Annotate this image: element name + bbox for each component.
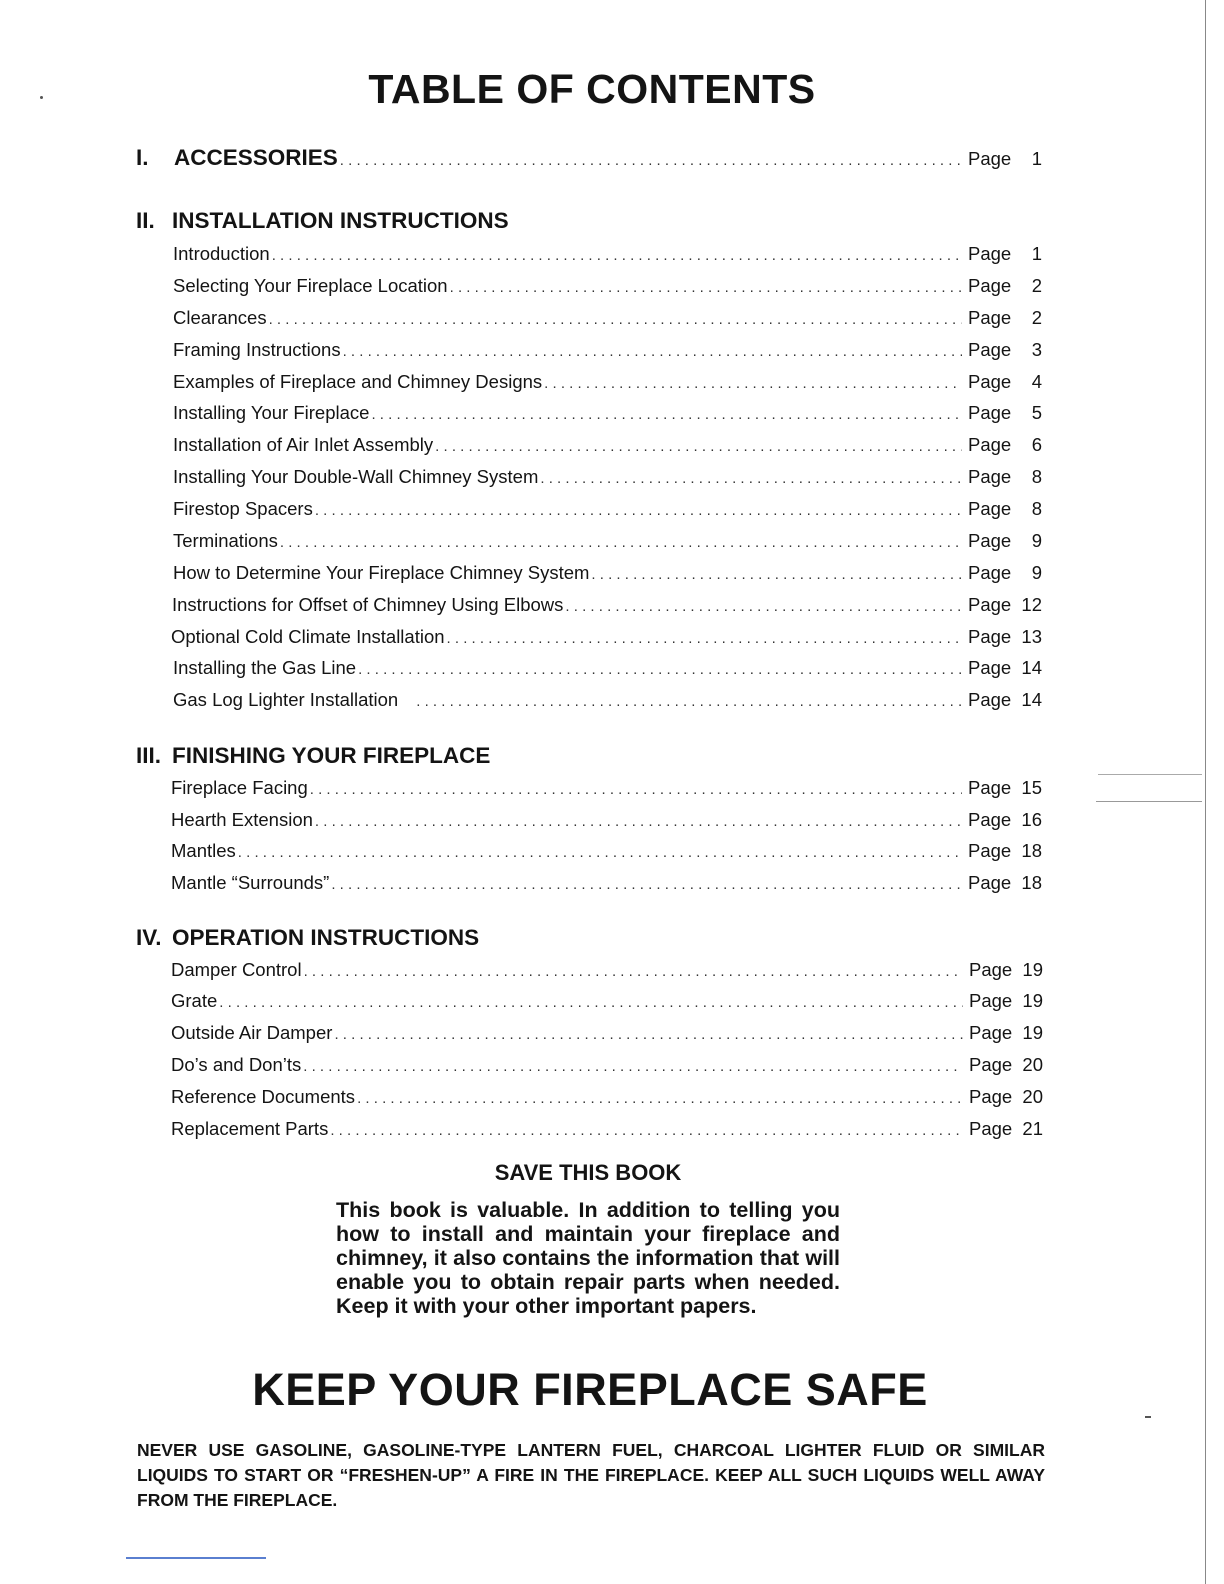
- page-number: 21: [1022, 1118, 1043, 1139]
- entry-label: Do’s and Don’ts: [171, 1054, 302, 1075]
- page-number: 9: [1031, 530, 1042, 551]
- entry-label: Installation of Air Inlet Assembly: [173, 434, 434, 455]
- dot-leader: [591, 566, 962, 583]
- page-number: 18: [1021, 872, 1042, 893]
- dot-leader: [540, 470, 962, 487]
- section-number: III.: [136, 743, 162, 768]
- page-label: Page: [969, 959, 1013, 980]
- dot-leader: [304, 963, 963, 980]
- section-heading-finishing: [136, 743, 490, 769]
- dot-leader: [371, 406, 962, 423]
- toc-row: [171, 809, 1042, 833]
- dot-leader: [450, 279, 962, 296]
- toc-row: [173, 434, 1042, 458]
- page-label: Page: [969, 1054, 1013, 1075]
- page-label: Page: [969, 1118, 1013, 1139]
- page-label: Page: [968, 777, 1012, 798]
- section-title: FINISHING YOUR FIREPLACE: [172, 743, 491, 768]
- toc-row: [171, 1054, 1043, 1078]
- toc-row: [171, 840, 1042, 864]
- toc-row: [171, 990, 1043, 1014]
- toc-row: [171, 626, 1042, 650]
- page-label: Page: [968, 307, 1012, 328]
- page-label: Page: [969, 990, 1013, 1011]
- page-label: Page: [968, 872, 1012, 893]
- page-label: Page: [968, 689, 1012, 710]
- bottom-rule: [126, 1557, 266, 1559]
- page-number: 14: [1021, 689, 1042, 710]
- toc-row: [173, 562, 1042, 586]
- entry-label: Instructions for Offset of Chimney Using Elbows: [172, 594, 564, 615]
- section-title: OPERATION INSTRUCTIONS: [172, 925, 480, 950]
- page-number: 5: [1031, 402, 1042, 423]
- entry-label: Selecting Your Fireplace Location: [173, 275, 448, 296]
- toc-row: [173, 402, 1042, 426]
- entry-label: Outside Air Damper: [171, 1022, 333, 1043]
- page-number: 16: [1021, 809, 1042, 830]
- section-heading-installation: [136, 208, 509, 234]
- section-number: I.: [136, 145, 149, 170]
- safety-warning: NEVER USE GASOLINE, GASOLINE-TYPE LANTERN FUEL, CHARCOAL LIGHTER FLUID OR SIMILAR LIQUIDS TO START OR “FRESHEN-UP” A FIRE IN THE FIREPLACE. KEEP ALL SUCH LIQUIDS WELL AWAY FROM THE FIREPLACE.: [137, 1440, 1045, 1510]
- entry-label: Terminations: [173, 530, 278, 551]
- toc-row: [173, 307, 1042, 331]
- page-number: 8: [1031, 466, 1042, 487]
- margin-mark: [1098, 774, 1202, 775]
- dot-leader: [357, 1090, 963, 1107]
- entry-label: Installing Your Double-Wall Chimney System: [173, 466, 539, 487]
- section-title: ACCESSORIES: [174, 145, 338, 170]
- page-label: Page: [968, 466, 1012, 487]
- dot-leader: [315, 813, 962, 830]
- toc-row: [171, 1022, 1043, 1046]
- page-number: 20: [1022, 1086, 1043, 1107]
- page-label: Page: [968, 657, 1012, 678]
- dot-leader: [343, 343, 962, 360]
- page-number: 4: [1031, 371, 1042, 392]
- safety-heading: KEEP YOUR FIREPLACE SAFE: [252, 1364, 928, 1415]
- page-number: 1: [1031, 243, 1042, 264]
- toc-row: [173, 466, 1042, 490]
- entry-label: Gas Log Lighter Installation: [173, 689, 399, 710]
- page-label: Page: [969, 1086, 1013, 1107]
- dot-leader: [315, 502, 962, 519]
- entry-label: Installing the Gas Line: [173, 657, 357, 678]
- entry-label: Damper Control: [171, 959, 302, 980]
- toc-row: [173, 689, 1042, 713]
- toc-row: [173, 275, 1042, 299]
- toc-row: [171, 1086, 1043, 1110]
- page-label: Page: [968, 339, 1012, 360]
- dot-leader: [303, 1058, 963, 1075]
- page-label: Page: [969, 1022, 1013, 1043]
- page-number: 14: [1021, 657, 1042, 678]
- toc-row: [171, 872, 1042, 896]
- entry-label: How to Determine Your Fireplace Chimney System: [173, 562, 590, 583]
- page-number: 15: [1021, 777, 1042, 798]
- page-number: 2: [1031, 275, 1042, 296]
- entry-label: Framing Instructions: [173, 339, 341, 360]
- page-number: 8: [1031, 498, 1042, 519]
- dot-leader: [269, 311, 962, 328]
- entry-label: Hearth Extension: [171, 809, 313, 830]
- page-label: Page: [968, 626, 1012, 647]
- dot-leader: [280, 534, 962, 551]
- page-number: 13: [1021, 626, 1042, 647]
- toc-row: [173, 339, 1042, 363]
- page-label: Page: [968, 809, 1012, 830]
- dot-leader: [334, 1026, 963, 1043]
- page-label: Page: [968, 594, 1012, 615]
- entry-label: Clearances: [173, 307, 267, 328]
- page-label: Page: [968, 371, 1012, 392]
- section-title: INSTALLATION INSTRUCTIONS: [172, 208, 509, 233]
- page-label: Page: [968, 243, 1012, 264]
- dot-leader: [358, 661, 962, 678]
- scan-speck: [1145, 1416, 1151, 1418]
- page-number: 6: [1031, 434, 1042, 455]
- page-label: Page: [968, 402, 1012, 423]
- page-number: 12: [1021, 594, 1042, 615]
- toc-row: [171, 1118, 1043, 1142]
- section-heading-operation: [136, 925, 479, 951]
- dot-leader: [340, 152, 962, 169]
- page-number: 3: [1031, 339, 1042, 360]
- page-label: Page: [968, 275, 1012, 296]
- dot-leader: [219, 994, 963, 1011]
- dot-leader: [447, 630, 962, 647]
- page-label: Page: [968, 840, 1012, 861]
- page-edge-rule: [1205, 0, 1206, 1584]
- save-book-heading: SAVE THIS BOOK: [494, 1160, 682, 1185]
- toc-row: [173, 530, 1042, 554]
- save-book-text: This book is valuable. In addition to telling you how to install and maintain your fireplace and chimney, it also contains the information that will enable you to obtain repair parts when needed. Keep it with your other important papers.: [336, 1198, 840, 1318]
- page-number: 1: [1031, 148, 1042, 169]
- toc-row: [171, 777, 1042, 801]
- entry-label: Examples of Fireplace and Chimney Designs: [173, 371, 543, 392]
- dot-leader: [416, 693, 962, 710]
- scan-speck: [40, 96, 43, 99]
- toc-row: [173, 371, 1042, 395]
- dot-leader: [310, 781, 962, 798]
- page-title: TABLE OF CONTENTS: [368, 66, 816, 112]
- page-label: Page: [968, 562, 1012, 583]
- entry-label: Introduction: [173, 243, 270, 264]
- page-number: 9: [1031, 562, 1042, 583]
- page-number: 20: [1022, 1054, 1043, 1075]
- dot-leader: [544, 375, 962, 392]
- entry-label: Firestop Spacers: [173, 498, 313, 519]
- toc-row: [172, 594, 1042, 618]
- dot-leader: [565, 598, 962, 615]
- dot-leader: [331, 876, 962, 893]
- dot-leader: [435, 438, 962, 455]
- dot-leader: [272, 247, 962, 264]
- margin-mark: [1096, 801, 1202, 802]
- page-number: 19: [1022, 990, 1043, 1011]
- page-number: 19: [1022, 1022, 1043, 1043]
- entry-label: Replacement Parts: [171, 1118, 329, 1139]
- toc-row: [171, 959, 1043, 983]
- page-label: Page: [968, 148, 1012, 169]
- entry-label: Installing Your Fireplace: [173, 402, 370, 423]
- toc-row: [173, 657, 1042, 681]
- section-number: II.: [136, 208, 155, 233]
- page-number: 2: [1031, 307, 1042, 328]
- entry-label: Mantles: [171, 840, 236, 861]
- dot-leader: [330, 1122, 963, 1139]
- entry-label: Mantle “Surrounds”: [171, 872, 330, 893]
- toc-row: [173, 243, 1042, 267]
- page-number: 18: [1021, 840, 1042, 861]
- entry-label: Reference Documents: [171, 1086, 356, 1107]
- page-label: Page: [968, 434, 1012, 455]
- toc-row-accessories: [136, 145, 1042, 169]
- dot-leader: [238, 844, 962, 861]
- page-number: 19: [1022, 959, 1043, 980]
- page-label: Page: [968, 530, 1012, 551]
- page-label: Page: [968, 498, 1012, 519]
- section-number: IV.: [136, 925, 162, 950]
- entry-label: Fireplace Facing: [171, 777, 308, 798]
- entry-label: Optional Cold Climate Installation: [171, 626, 445, 647]
- toc-row: [173, 498, 1042, 522]
- entry-label: Grate: [171, 990, 218, 1011]
